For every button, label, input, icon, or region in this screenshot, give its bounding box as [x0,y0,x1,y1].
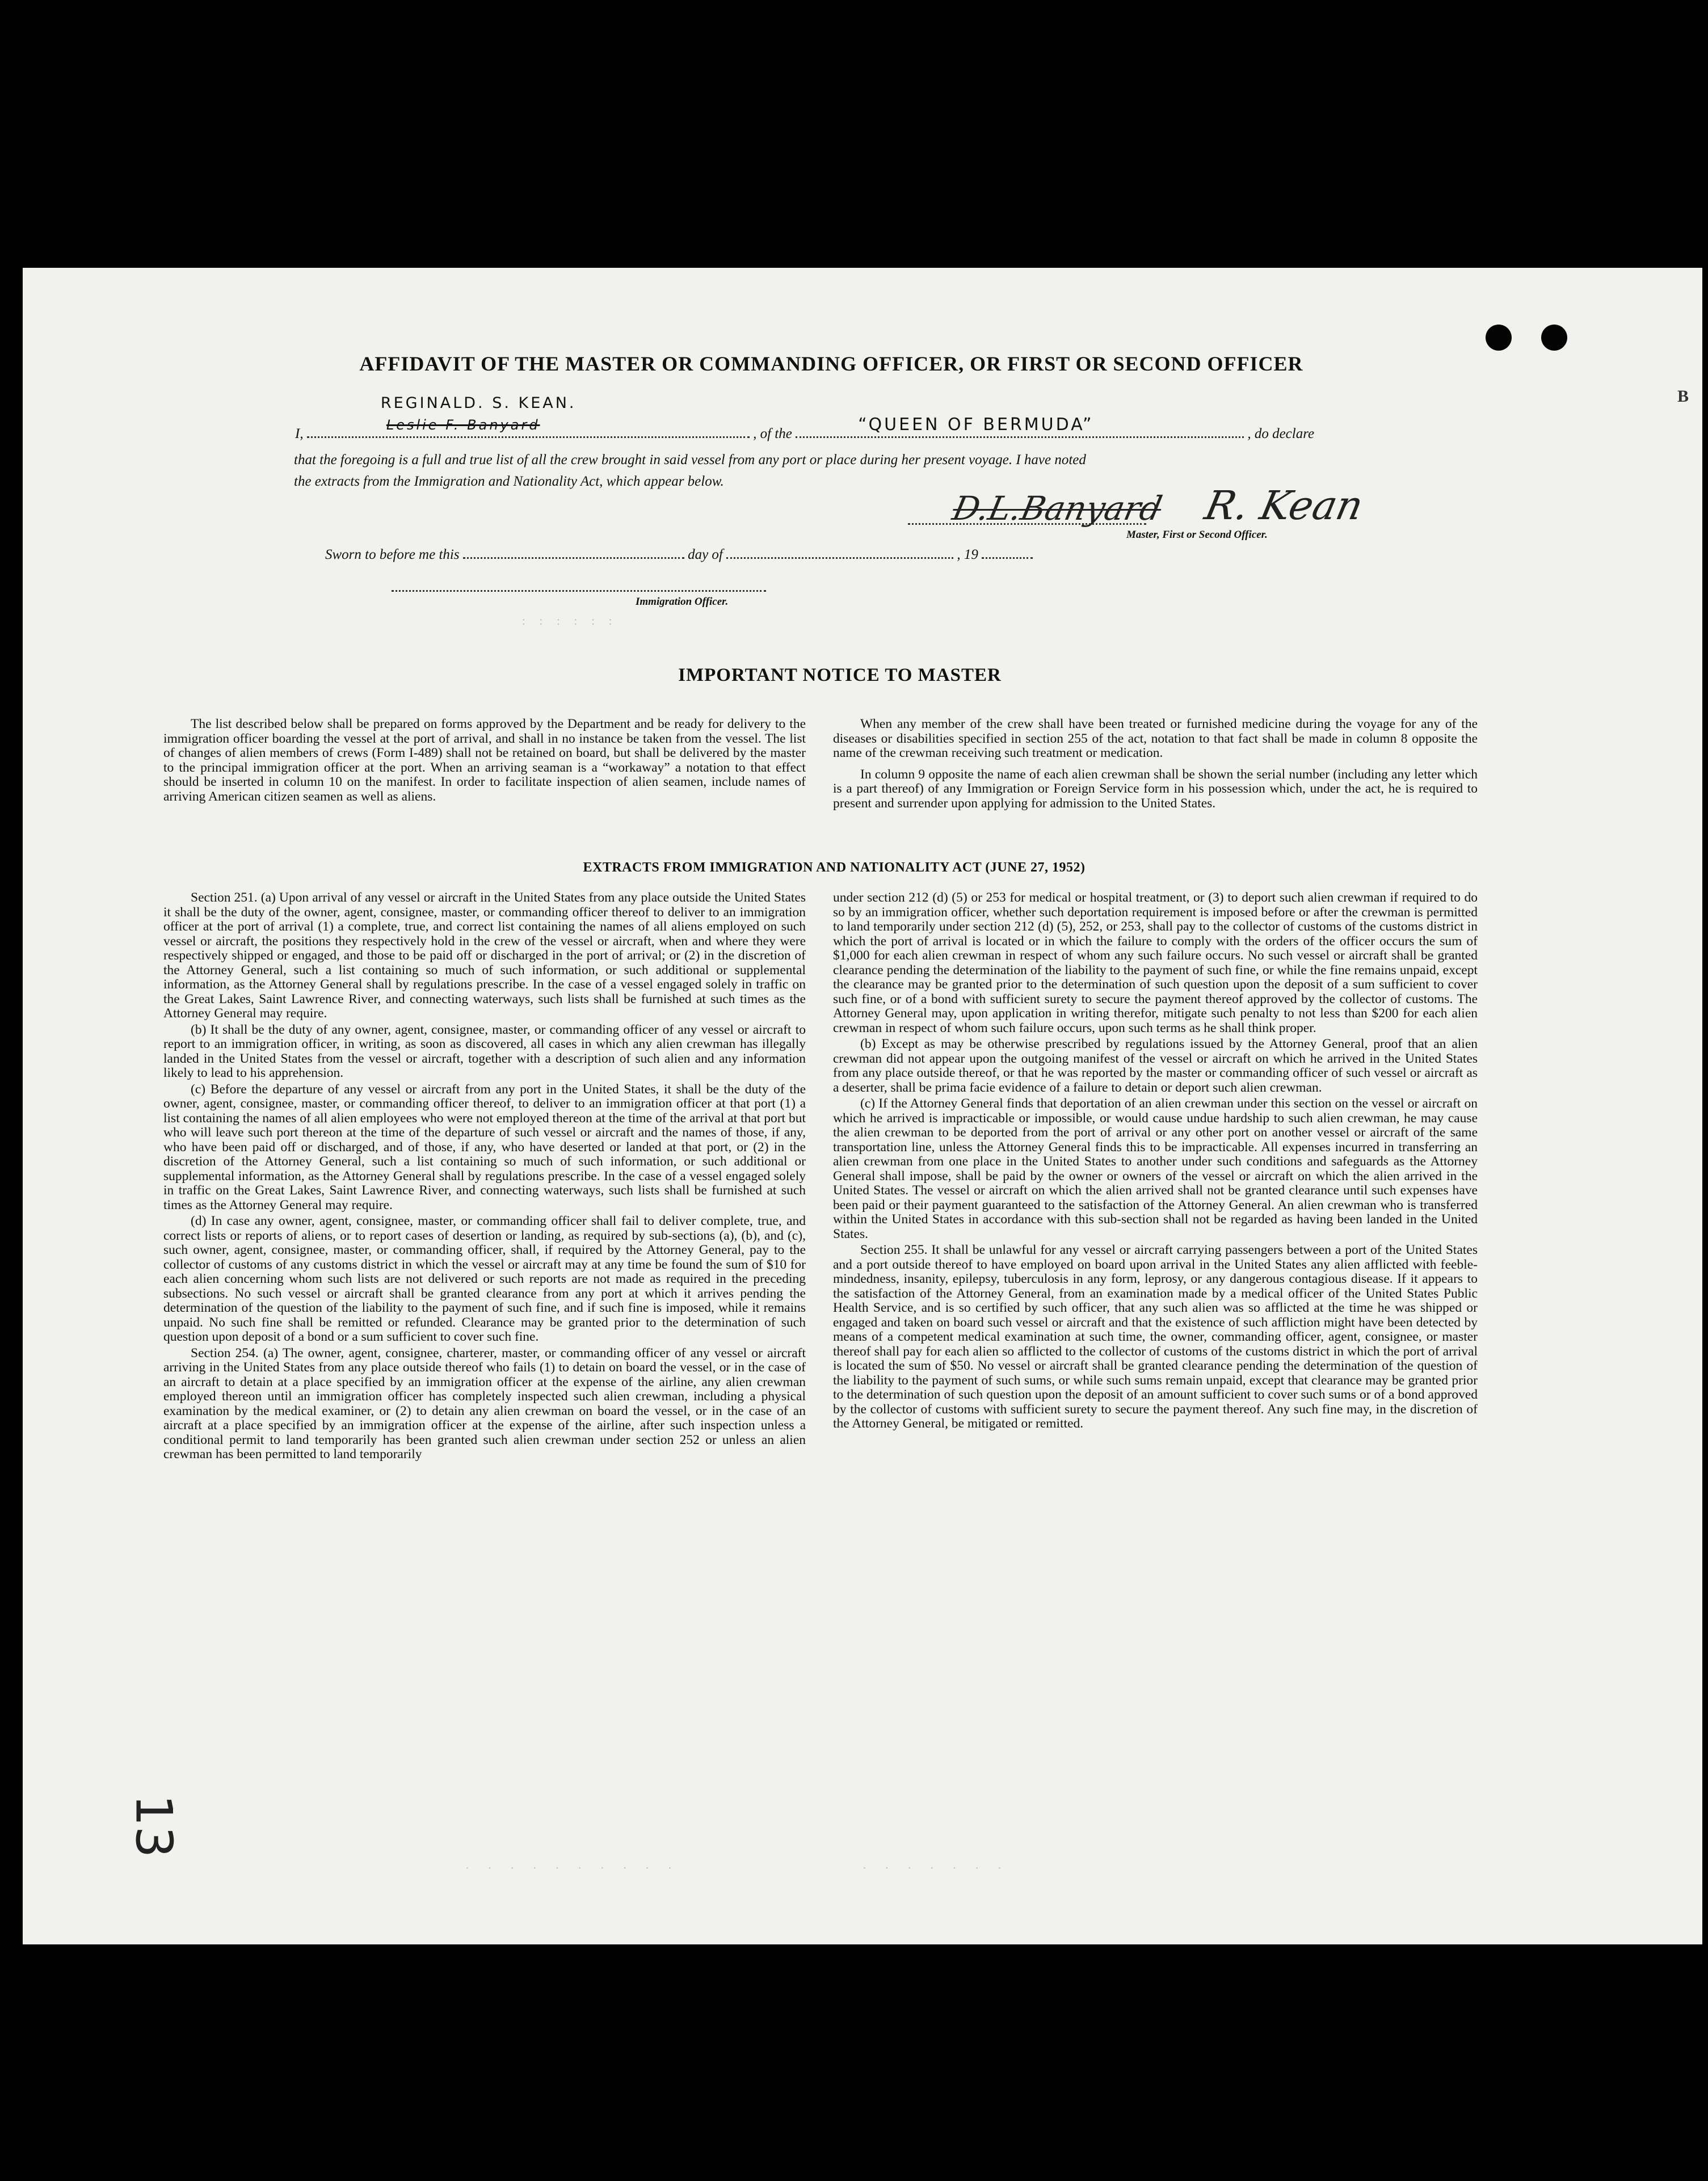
affidavit-title: AFFIDAVIT OF THE MASTER OR COMMANDING OFFICER, OR FIRST OR SECOND OFFICER [359,352,1303,375]
name-field [307,394,750,438]
statement-line: that the foregoing is a full and true list of all the crew brought in said vessel from any port or place during her present voyage. I have noted [294,452,1086,468]
handwritten-name: REGINALD. S. KEAN. [380,394,577,412]
handwritten-vessel: “QUEEN OF BERMUDA” [858,415,1094,435]
sworn-month-field [726,545,953,559]
declaration-line [295,394,1315,442]
edge-mark: B [1677,387,1689,406]
notice-right-column [833,717,1478,812]
bleed-through-mark: · · · · · · · · · · [465,1862,680,1875]
vessel-field [796,415,1244,438]
notice-paragraph: The list described below shall be prepared on forms approved by the Department and be ready for delivery to the immigration officer boarding the vessel at the port of arrival, and shall in no instance be taken from the vessel. The list of changes of alien members of crews (Form I-489) shall not be retained on board, but shall be delivered by the master to the principal immigration officer at the port. When an arriving seaman is a “workaway” a notation to that effect should be inserted in column 10 on the manifest. In order to facilitate inspection of alien seamen, include names of arriving American citizen seamen as well as aliens. [163,717,806,804]
extract-paragraph: under section 212 (d) (5) or 253 for medical or hospital treatment, or (3) to deport such alien crewman if required to do so by an immigration officer, whether such deportation requirement is imposed before or after the crewman is permitted to land temporarily under section 212 (d) (5), 252, or 253, shall pay to the collector of customs of the customs district in which the port of arrival is located or in which the failure to comply with the orders of the officer occurs the sum of $1,000 for each alien crewman in respect of whom any such failure occurs. No such vessel or aircraft shall be granted clearance pending the determination of the liability to the payment of such fine, or while the fine remains unpaid, except the clearance may be granted prior to the determination of such question upon the deposit of a sum sufficient to cover such fine, or of a bond with sufficient surety to secure the payment thereof approved by the collector of customs. The Attorney General may, upon application in writing therefor, mitigate such penalty to not less than $200 for each alien crewman in respect of whom such failure occurs, upon such terms as he shall think proper. [833,890,1478,1035]
notice-title: IMPORTANT NOTICE TO MASTER [678,665,1002,685]
notice-paragraph: When any member of the crew shall have been treated or furnished medicine during the voyage for any of the diseases or disabilities specified in section 255 of the act, notation to that fact shall be made in column 8 opposite the name of the crewman receiving such treatment or medication. [833,717,1478,760]
officer-signature-line [392,590,766,592]
signature-line [908,523,1146,525]
extract-paragraph: (d) In case any owner, agent, consignee, master, or commanding officer shall fail to deliver complete, true, and correct lists or reports of aliens, or to report cases of desertion or landing, as required by sub-sections (a), (b), and (c), such owner, agent, consignee, master, or commanding officer, shall, if required by the Attorney General, pay to the collector of customs of any customs district in which the vessel or aircraft may at any time be found the sum of $10 for each alien concerning whom such lists are not delivered or such reports are not made as required in the preceding subsections. No such vessel or aircraft shall be granted clearance from any port at which it arrives pending the determination of the question of the liability to the payment of such fine, and if such fine is imposed, while it remains unpaid. No such fine shall be remitted or refunded. Clearance may be granted prior to the determination of such question upon deposit of a bond or a sum sufficient to cover such fine. [163,1214,806,1344]
document-page [23,268,1702,1944]
struck-name: Leslie F. Banyard [386,417,540,433]
signature-caption: Master, First or Second Officer. [1126,529,1268,541]
notice-paragraph: In column 9 opposite the name of each alien crewman shall be shown the serial number (including any letter which is a part thereof) of any Immigration or Foreign Service form in his possession which, under the act, he is required to present and surrender upon applying for admission to the United States. [833,767,1478,811]
extracts-right-column [833,891,1478,1433]
sworn-day-field [463,545,684,559]
extracts-left-column [163,891,806,1464]
officer-caption: Immigration Officer. [636,596,729,608]
margin-page-number: 13 [124,1794,183,1858]
extracts-title: EXTRACTS FROM IMMIGRATION AND NATIONALITY ACT (JUNE 27, 1952) [583,860,1086,875]
sworn-label: Sworn to before me this [325,547,460,562]
extract-paragraph: (c) Before the departure of any vessel or aircraft from any port in the United States, it shall be the duty of the owner, agent, consignee, master, or commanding officer thereof, to deliver to an immigration officer at that port (1) a list containing the names of all alien employees who were not employed thereon at the time of the arrival at that port but who will leave such port thereon at the time of the departure of such vessel or aircraft and the names of those, if any, who have been paid off or discharged, and of those, if any, who have deserted or landed at that port, or (2) in the discretion of the Attorney General, such a list containing so much of such information, or such additional or supplemental information, as the Attorney General shall by regulations prescribe. In the case of a vessel engaged solely in traffic on the Great Lakes, Saint Lawrence River, and connecting waterways, such lists shall be furnished at such times as the Attorney General may require. [163,1081,806,1212]
statement-line: the extracts from the Immigration and Nationality Act, which appear below. [294,474,724,489]
of-the-label: , of the [753,426,792,441]
extract-paragraph: (b) Except as may be otherwise prescribed by regulations issued by the Attorney General, proof that an alien crewman did not appear upon the outgoing manifest of the vessel or aircraft on which he arrived in the United States from any place outside thereof, or that he was reported by the master or commanding officer of such vessel or aircraft as a deserter, shall be prima facie evidence of a failure to detain or deport such alien crewman. [833,1037,1478,1095]
extract-paragraph: (b) It shall be the duty of any owner, agent, consignee, master, or commanding officer of any vessel or aircraft to report to an immigration officer, in writing, as soon as discovered, all cases in which any alien crewman has illegally landed in the United States from the vessel or aircraft, together with a description of such alien and any information likely to lead to his apprehension. [163,1022,806,1080]
punch-hole [1486,325,1512,351]
extract-paragraph: (c) If the Attorney General finds that deportation of an alien crewman under this section on the vessel or aircraft on which he arrived is impracticable or impossible, or would cause undue hardship to such alien crewman, he may cause the alien crewman to be deported from the port of arrival or any other port on another vessel or aircraft of the same transportation line, unless the Attorney General finds this to be impracticable. All expenses incurred in transferring an alien crewman from one place in the United States to another under such conditions and safeguards as the Attorney General shall impose, shall be paid by the owner or owners of the vessel or aircraft on which the alien arrived in the United States. The vessel or aircraft on which the alien arrived shall not be granted clearance until such expenses have been paid or their payment guaranteed to the satisfaction of the Attorney General. An alien crewman who is transferred within the United States in accordance with this sub-section shall not be regarded as having been landed in the United States. [833,1096,1478,1241]
extract-paragraph: Section 254. (a) The owner, agent, consignee, charterer, master, or commanding officer of any vessel or aircraft arriving in the United States from any place outside thereof who fails (1) to detain on board the vessel, or in the case of an aircraft to detain at a place specified by an immigration officer at the expense of the airline, any alien crewman employed thereon until an immigration officer has completely inspected such alien crewman, including a physical examination by the medical examiner, or (2) to detain any alien crewman on board the vessel, or in the case of an aircraft at a place specified by an immigration officer at the expense of the airline, after such inspection unless a conditional permit to land temporarily has been granted such alien crewman under section 252 or unless an alien crewman has been permitted to land temporarily [163,1345,806,1462]
extract-paragraph: Section 251. (a) Upon arrival of any vessel or aircraft in the United States from any place outside the United States it shall be the duty of the owner, agent, consignee, master, or commanding officer thereof to deliver to an immigration officer at the port of arrival (1) a complete, true, and correct list containing the names of all aliens employed on such vessel or aircraft, the positions they respectively hold in the crew of the vessel or aircraft, when and where they were respectively shipped or engaged, and those to be paid off or discharged in the port of arrival; or (2) in the discretion of the Attorney General, such a list containing so much of such information, or such additional or supplemental information, as the Attorney General shall by regulations prescribe. In the case of a vessel engaged solely in traffic on the Great Lakes, Saint Lawrence River, and connecting waterways, such lists shall be furnished at such times as the Attorney General may require. [163,890,806,1021]
bleed-through-mark: · · · · · · · [863,1862,1009,1875]
punch-hole [1541,325,1567,351]
year-label: , 19 [957,547,978,562]
day-of-label: day of [688,547,723,562]
sworn-year-field [982,545,1033,559]
struck-signature: D.L.Banyard [949,489,1166,528]
i-label: I, [295,426,304,441]
extract-paragraph: Section 255. It shall be unlawful for any vessel or aircraft carrying passengers between a port of the United States and a port outside thereof to have employed on board upon arrival in the United States any alien afflicted with feeble-mindedness, insanity, epilepsy, tuberculosis in any form, leprosy, or any dangerous contagious disease. If it appears to the satisfaction of the Attorney General, from an examination made by a medical officer of the United States Public Health Service, and is so certified by such officer, that any such alien was so afflicted at the time he was shipped or engaged and taken on board such vessel or aircraft and that the existence of such affliction might have been detected by means of a competent medical examination at such time, the owner, commanding officer, agent, consignee, or master thereof shall pay for each alien so afflicted to the collector of customs of the customs district in which the port of arrival is located the sum of $50. No vessel or aircraft shall be granted clearance pending the determination of the question of the liability to the payment of such sums, or while such sums remain unpaid, except that clearance may be granted prior to the determination of such question upon the deposit of an amount sufficient to cover such sums or of a bond approved by the collector of customs with sufficient surety to secure the payment thereof. Any such fine may, in the discretion of the Attorney General, be mitigated or remitted. [833,1243,1478,1431]
bleed-through-mark: : : : : : : [522,615,618,628]
signature: R. Kean [1201,482,1368,529]
notice-left-column [163,717,806,806]
sworn-line [325,545,1033,563]
do-declare-label: , do declare [1247,426,1315,441]
